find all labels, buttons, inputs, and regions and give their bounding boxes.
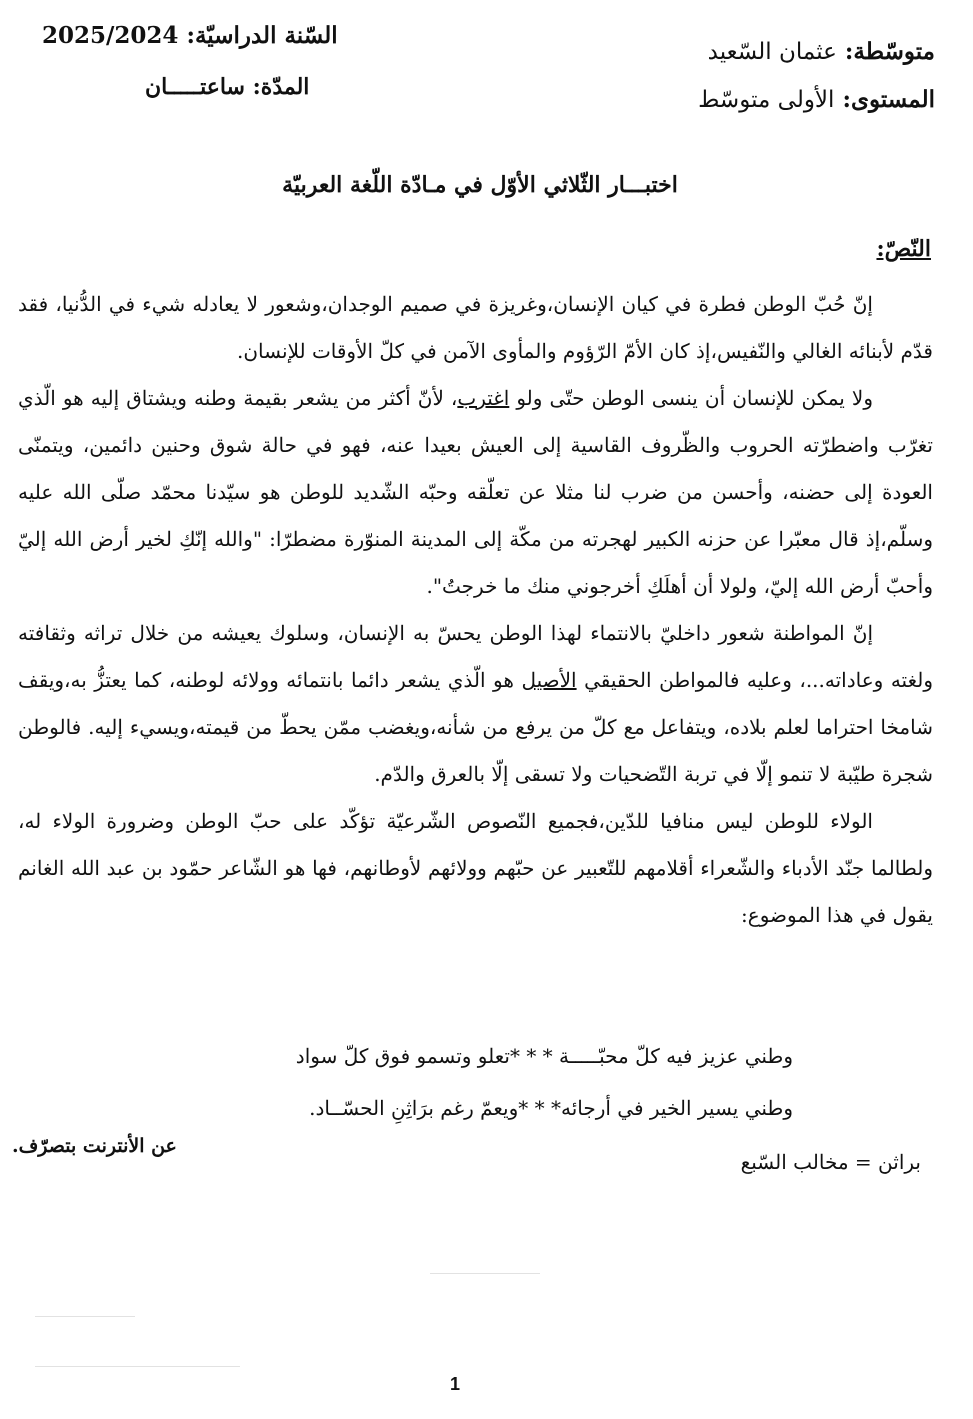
paragraph-3-start: إنّ المواطنة شعور داخليّ بالانتماء لهذا الوطن يحسّ به الإنسان، وسلوك يعيشه من خلال تراثه وثقافته ولغته وعاداته...، وعليه فالمواطن الحقيقي — [18, 621, 933, 692]
paragraph-2 — [18, 375, 933, 610]
underlined-word-ightarab: اغترب — [457, 386, 510, 410]
vocabulary-gloss: براثن = مخالب السّبع — [740, 1150, 921, 1174]
duration-line — [145, 74, 309, 100]
paragraph-2-start: ولا يمكن للإنسان أن ينسى الوطن حتّى ولو — [509, 386, 873, 410]
school-year-line — [42, 22, 338, 49]
bleed-through-mark — [430, 1255, 540, 1274]
school-line — [708, 38, 935, 65]
underlined-word-asil: الأصيل — [521, 668, 577, 692]
paragraph-1: إنّ حُبّ الوطن فطرة في كيان الإنسان،وغريزة في صميم الوجدان،وشعور لا يعادله شيء في الدُّنيا، فقد قدّم لأبنائه الغالي والنّفيس،إذ كان الأمّ الرّؤوم والمأوى الآمن في كلّ الأوقات للإنسان. — [18, 292, 933, 363]
poem-verses — [296, 1030, 793, 1134]
verse-2: وطني يسير الخير في أرجائه* * *ويعمّ رغم برَاثِنِ الحسّــاد. — [309, 1096, 793, 1120]
level-line — [698, 86, 935, 113]
paragraph-3 — [18, 610, 933, 798]
level-label: المستوى: — [842, 86, 935, 113]
passage — [18, 281, 933, 939]
year-value: 2025/2024 — [42, 22, 179, 49]
bleed-through-mark — [35, 1350, 240, 1367]
duration-label: المدّة: — [252, 74, 310, 100]
exam-title: اختبـــار الثّلاثي الأوّل في مـادّة اللّغة العربيّة — [282, 172, 678, 198]
paragraph-3-rest: هو الّذي يشعر دائما بانتمائه وولائه لوطنه، كما يعتزُّ به،ويقف شامخا احتراما لعلم بلاده، ويتفاعل مع كلّ من يرفع من شأنه،ويغضب ممّن يحطّ من قيمته،ويسيء إليه. فالوطن شجرة طيّبة لا تنمو إلّا في تربة التّضحيات ولا تسقى إلّا بالعرق والدّم. — [18, 668, 933, 786]
duration-value: ساعتـــــان — [145, 74, 245, 100]
school-label: متوسّطة: — [844, 38, 935, 65]
paragraph-4: الولاء للوطن ليس منافيا للدّين،فجميع النّصوص الشّرعيّة تؤكّد على حبّ الوطن وضرورة الولاء له، ولطالما جنّد الأدباء والشّعراء أقلامهم للتّعبير عن حبّهم وولائهم لأوطانهم، فها هو الشّاعر حمّود بن عبد الله الغانم يقول في هذا الموضوع: — [18, 809, 933, 927]
page-number: 1 — [449, 1374, 460, 1394]
school-name: عثمان السّعيد — [707, 39, 837, 65]
year-label: السّنة الدراسيّة: — [186, 22, 338, 49]
paragraph-2-rest: ، لأنّ أكثر من يشعر بقيمة وطنه ويشتاق إليه هو الّذي تغرّب واضطرّته الحروب والظّروف القاسية إلى العيش بعيدا عنه، فهو في حالة شوق وحنين دائمين، ويتمنّى العودة إلى حضنه، وأحسن من ضرب لنا مثلا عن تعلّقه وحبّه الشّديد للوطن هو سيّدنا محمّد صلّى الله عليه وسلّم،إذ قال معبّرا عن حزنه الكبير لهجرته من مكّة إلى المدينة المنوّرة مضطرّا: "والله إنّكِ لخير أرض الله إليّ وأحبّ أرض الله إليّ، ولولا أن أهلَكِ أخرجوني منك ما خرجتُ". — [18, 386, 933, 598]
section-heading-text: النّصّ: — [876, 236, 931, 262]
verse-1: وطني عزيز فيه كلّ محبّـــــة * * *تعلو وتسمو فوق كلّ سواد — [295, 1044, 793, 1068]
bleed-through-mark — [35, 1300, 135, 1317]
level-value: الأولى متوسّط — [698, 87, 835, 113]
source-note: عن الأنترنت بتصرّف. — [12, 1135, 177, 1157]
